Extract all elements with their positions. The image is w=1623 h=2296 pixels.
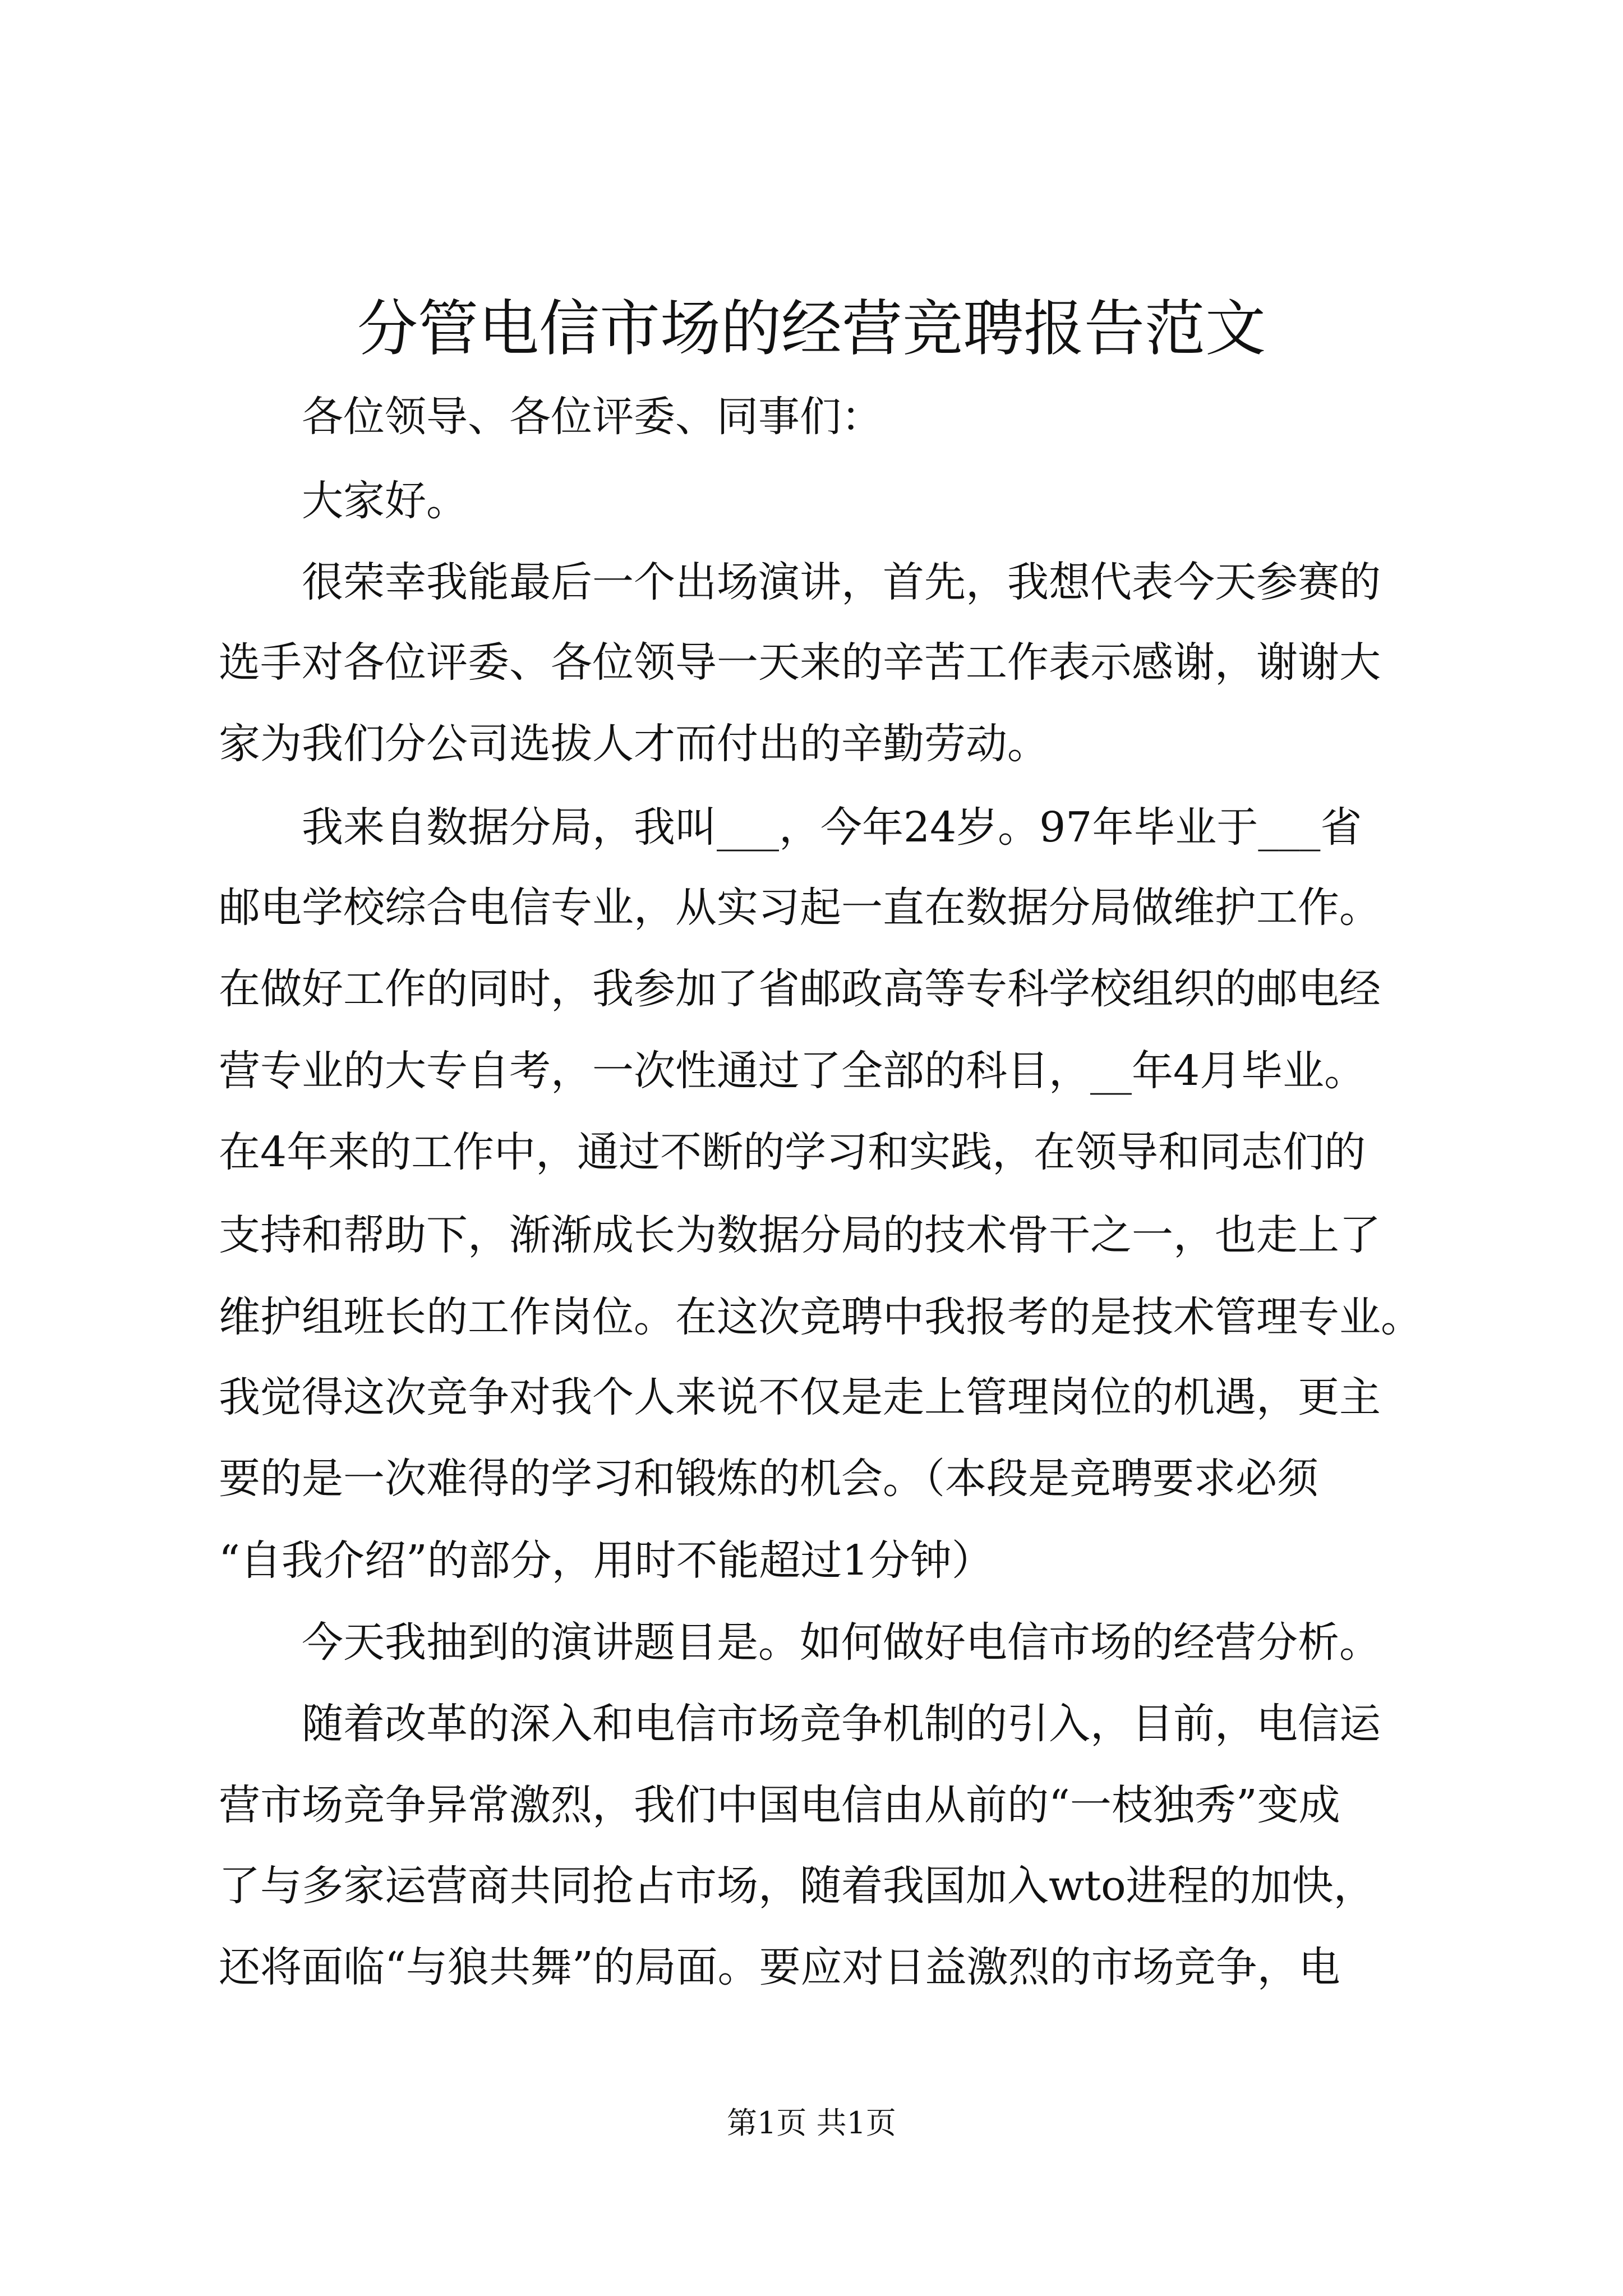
- body-line: 我觉得这次竞争对我个人来说不仅是走上管理岗位的机遇，更主: [219, 1373, 1381, 1421]
- body-line: 选手对各位评委、各位领导一天来的辛苦工作表示感谢，谢谢大: [219, 638, 1381, 687]
- body-line: 在做好工作的同时，我参加了省邮政高等专科学校组织的邮电经: [219, 965, 1381, 1013]
- page-footer: 第1页 共1页: [727, 2105, 896, 2141]
- greeting-line: 大家好。: [302, 477, 468, 525]
- body-line: 了与多家运营商共同抢占市场，随着我国加入wto进程的加快，: [219, 1862, 1375, 1910]
- body-line: 很荣幸我能最后一个出场演讲，首先，我想代表今天参赛的: [302, 558, 1381, 606]
- body-line: 要的是一次难得的学习和锻炼的机会。（本段是竞聘要求必须: [219, 1455, 1318, 1503]
- body-line: 邮电学校综合电信专业，从实习起一直在数据分局做维护工作。: [219, 884, 1381, 932]
- body-line: 随着改革的深入和电信市场竞争机制的引入，目前，电信运: [302, 1700, 1381, 1748]
- body-line: 营市场竞争异常激烈，我们中国电信由从前的“一枝独秀”变成: [219, 1781, 1340, 1829]
- body-line: 还将面临“与狼共舞”的局面。要应对日益激烈的市场竞争，电: [219, 1943, 1340, 1991]
- body-line: 维护组班长的工作岗位。在这次竞聘中我报考的是技术管理专业。: [219, 1293, 1422, 1341]
- body-line: “自我介绍”的部分，用时不能超过1分钟）: [219, 1536, 993, 1585]
- body-line: 今天我抽到的演讲题目是。如何做好电信市场的经营分析。: [302, 1618, 1381, 1667]
- body-line: 支持和帮助下，渐渐成长为数据分局的技术骨干之一，也走上了: [219, 1211, 1381, 1259]
- document-title: 分管电信市场的经营竞聘报告范文: [357, 294, 1266, 364]
- salutation-line: 各位领导、各位评委、同事们：: [302, 393, 883, 441]
- body-line: 营专业的大专自考，一次性通过了全部的科目，__年4月毕业。: [219, 1047, 1366, 1095]
- body-line: 我来自数据分局，我叫___，今年24岁。97年毕业于___省: [302, 803, 1362, 852]
- body-line: 家为我们分公司选拔人才而付出的辛勤劳动。: [219, 720, 1049, 768]
- body-line: 在4年来的工作中，通过不断的学习和实践，在领导和同志们的: [219, 1128, 1366, 1176]
